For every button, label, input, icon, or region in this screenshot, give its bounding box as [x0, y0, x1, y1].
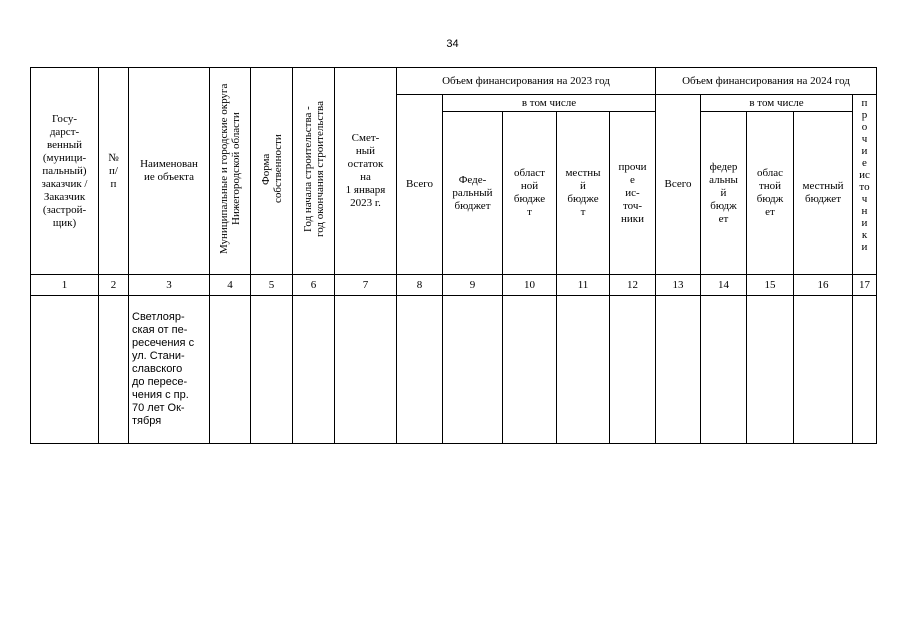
header-ownership-text: Форма собственности [259, 134, 284, 204]
header-construction-years-text: Год начала строительства - год окончания строительства [301, 101, 326, 237]
cell-number [99, 296, 129, 444]
header-municipality-text: Муниципальные и городские округа Нижегородской области [218, 83, 242, 255]
column-number: 8 [397, 275, 443, 296]
column-number: 17 [853, 275, 877, 296]
cell-regional-2024 [747, 296, 794, 444]
header-financing-2024: Объем финансирования на 2024 год [656, 68, 877, 95]
header-local-2024: местный бюджет [794, 112, 853, 275]
table-row [31, 296, 877, 444]
column-number: 16 [794, 275, 853, 296]
cell-regional-2023 [503, 296, 557, 444]
header-federal-2024: федер альны й бюдж ет [701, 112, 747, 275]
cell-municipality [210, 296, 251, 444]
header-total-2024: Всего [656, 95, 701, 275]
column-number: 12 [610, 275, 656, 296]
column-number: 9 [443, 275, 503, 296]
cell-other-2024 [853, 296, 877, 444]
header-local-2023: местны й бюдже т [557, 112, 610, 275]
header-balance: Смет- ный остаток на 1 января 2023 г. [335, 68, 397, 275]
cell-object-name: Светлояр- ская от пе- ресечения с ул. Стани- славского до пересе- чения с пр. 70 лет Ок- тября [129, 296, 210, 444]
header-ownership [251, 68, 293, 275]
cell-customer [31, 296, 99, 444]
header-municipality [210, 68, 251, 275]
cell-total-2024 [656, 296, 701, 444]
header-customer: Госу- дарст- венный (муници- пальный) заказчик / Заказчик (застрой- щик) [31, 68, 99, 275]
column-number: 2 [99, 275, 129, 296]
header-financing-2023: Объем финансирования на 2023 год [397, 68, 656, 95]
cell-local-2024 [794, 296, 853, 444]
header-regional-2023: област ной бюдже т [503, 112, 557, 275]
page-number: 34 [446, 38, 459, 50]
column-number: 10 [503, 275, 557, 296]
column-number: 7 [335, 275, 397, 296]
column-number: 6 [293, 275, 335, 296]
header-including-2024: в том числе [701, 95, 853, 112]
column-number-row [31, 275, 877, 296]
cell-construction-years [293, 296, 335, 444]
header-object-name: Наименован ие объекта [129, 68, 210, 275]
cell-other-2023 [610, 296, 656, 444]
header-construction-years [293, 68, 335, 275]
header-regional-2024: облас тной бюдж ет [747, 112, 794, 275]
column-number: 14 [701, 275, 747, 296]
financing-table [30, 67, 877, 444]
column-number: 11 [557, 275, 610, 296]
header-including-2023: в том числе [443, 95, 656, 112]
header-total-2023: Всего [397, 95, 443, 275]
header-other-2023: прочи е ис- точ- ники [610, 112, 656, 275]
cell-federal-2023 [443, 296, 503, 444]
column-number: 5 [251, 275, 293, 296]
column-number: 13 [656, 275, 701, 296]
column-number: 4 [210, 275, 251, 296]
cell-federal-2024 [701, 296, 747, 444]
header-federal-2023: Феде- ральный бюджет [443, 112, 503, 275]
header-number: № п/ п [99, 68, 129, 275]
cell-local-2023 [557, 296, 610, 444]
header-other-sources-2024: п р о ч и е ис то ч н и к и [853, 95, 877, 275]
cell-total-2023 [397, 296, 443, 444]
column-number: 15 [747, 275, 794, 296]
cell-ownership [251, 296, 293, 444]
cell-balance [335, 296, 397, 444]
column-number: 1 [31, 275, 99, 296]
column-number: 3 [129, 275, 210, 296]
